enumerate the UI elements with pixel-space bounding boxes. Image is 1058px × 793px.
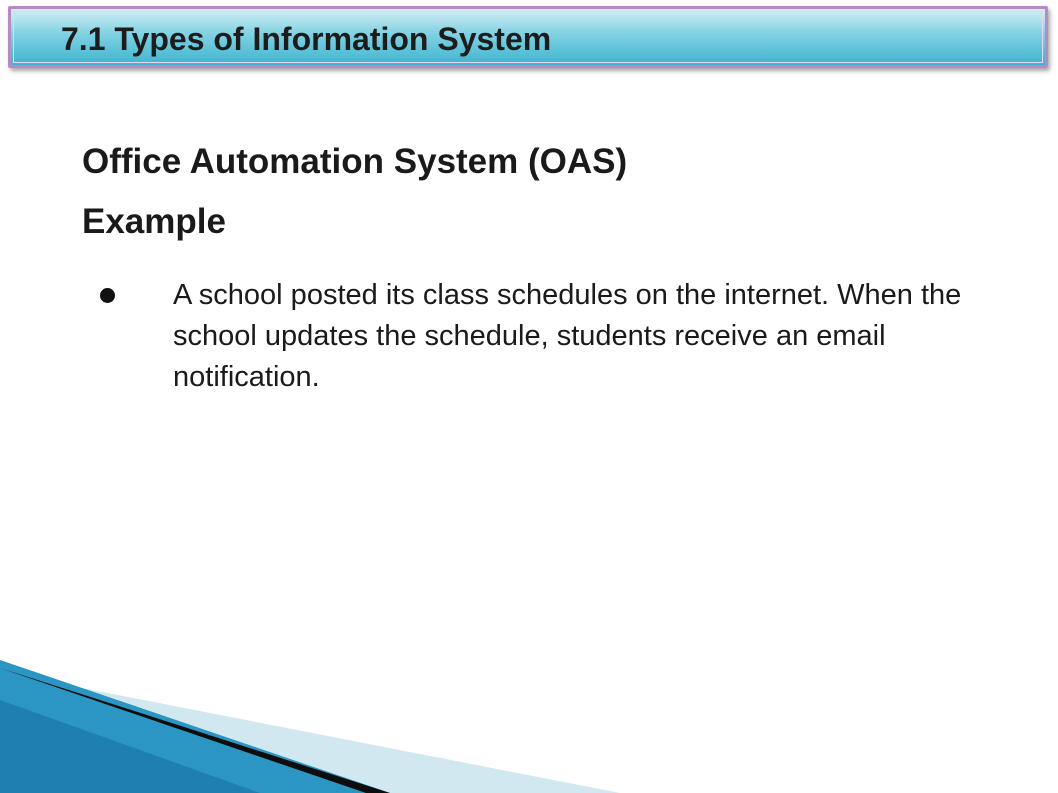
slide-title: 7.1 Types of Information System	[61, 21, 552, 57]
section-heading: Office Automation System (OAS)	[82, 142, 628, 181]
subheading: Example	[82, 202, 226, 241]
bullet-text: A school posted its class schedules on the internet. When the school updates the schedule, students receive an email notification.	[173, 279, 962, 393]
